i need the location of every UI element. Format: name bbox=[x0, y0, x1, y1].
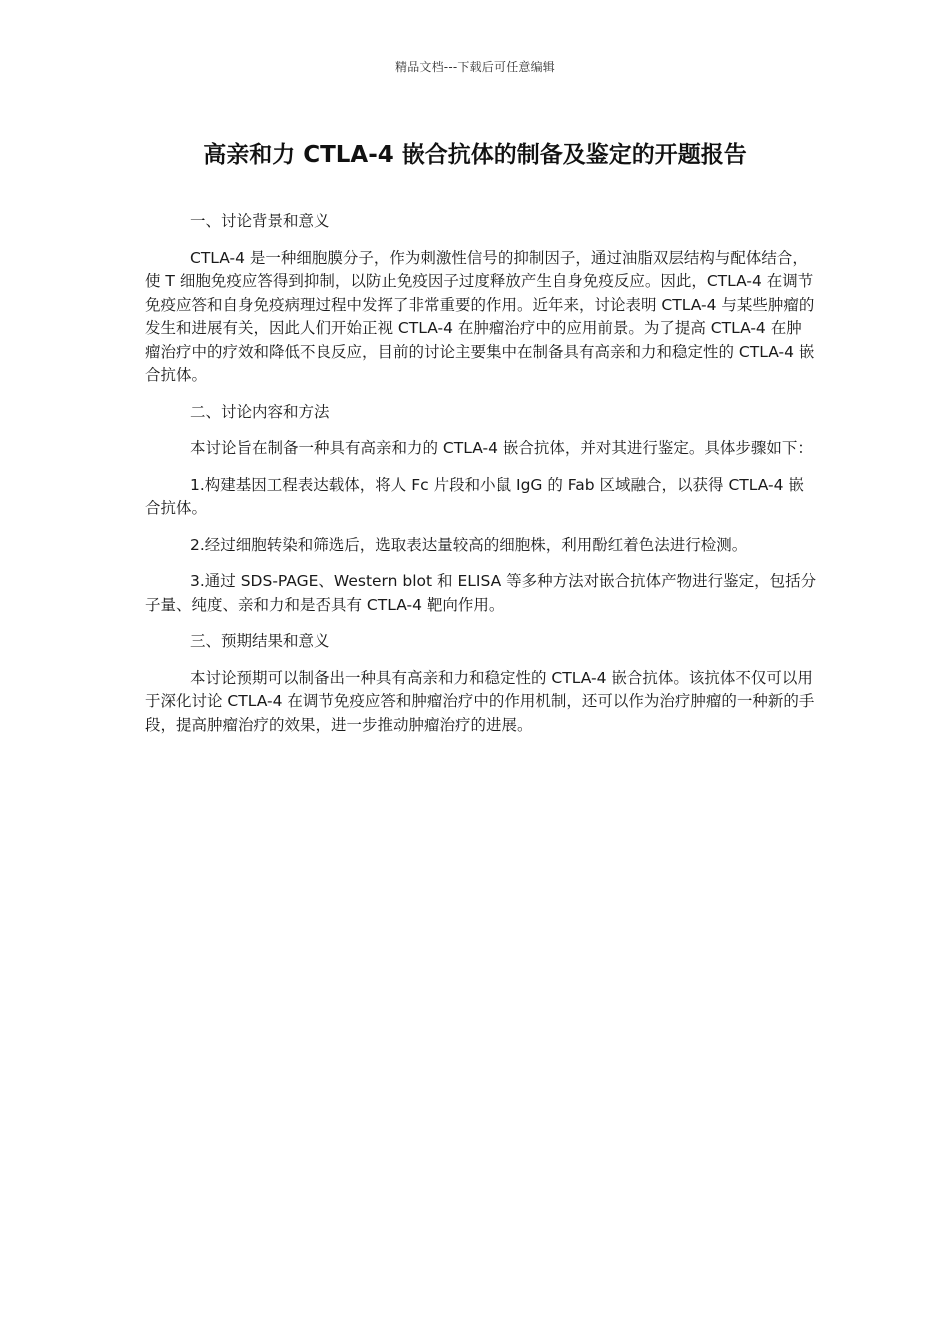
section-heading-results: 三、预期结果和意义 bbox=[190, 632, 330, 650]
header-note: 精品文档---下载后可任意编辑 bbox=[395, 60, 555, 74]
document-body bbox=[145, 210, 817, 750]
paragraph-methods-intro: 本讨论旨在制备一种具有高亲和力的 CTLA-4 嵌合抗体，并对其进行鉴定。具体步骤如下： bbox=[190, 439, 813, 457]
paragraph-method-step-1: 1.构建基因工程表达载体，将人 Fc 片段和小鼠 IgG 的 Fab 区域融合，以获得 CTLA-4 嵌合抗体。 bbox=[145, 475, 804, 517]
paragraph-results: 本讨论预期可以制备出一种具有高亲和力和稳定性的 CTLA-4 嵌合抗体。该抗体不仅可以用于深化讨论 CTLA-4 在调节免疫应答和肿瘤治疗中的作用机制，还可以作为治疗肿瘤的一种新的手段，提高肿瘤治疗的效果，进一步推动肿瘤治疗的进展。 bbox=[145, 668, 815, 734]
section-heading-methods: 二、讨论内容和方法 bbox=[190, 402, 330, 421]
document-title: 高亲和力 CTLA-4 嵌合抗体的制备及鉴定的开题报告 bbox=[203, 142, 747, 168]
paragraph-method-step-3: 3.通过 SDS-PAGE、Western blot 和 ELISA 等多种方法对嵌合抗体产物进行鉴定，包括分子量、纯度、亲和力和是否具有 CTLA-4 靶向作用。 bbox=[145, 572, 817, 614]
paragraph-method-step-2: 2.经过细胞转染和筛选后，选取表达量较高的细胞株，利用酚红着色法进行检测。 bbox=[190, 535, 748, 554]
paragraph-background: CTLA-4 是一种细胞膜分子，作为刺激性信号的抑制因子，通过油脂双层结构与配体结合，使 T 细胞免疫应答得到抑制，以防止免疫因子过度释放产生自身免疫反应。因此，CTLA-4 在调节免疫应答和自身免疫病理过程中发挥了非常重要的作用。近年来，讨论表明 CTLA-4 与某些肿瘤的发生和进展有关，因此人们开始正视 CTLA-4 在肿瘤治疗中的应用前景。为了提高 CTLA-4 在肿瘤治疗中的疗效和降低不良反应，目前的讨论主要集中在制备具有高亲和力和稳定性的 CTLA-4 嵌合抗体。 bbox=[145, 248, 815, 384]
section-heading-background: 一、讨论背景和意义 bbox=[190, 212, 330, 230]
